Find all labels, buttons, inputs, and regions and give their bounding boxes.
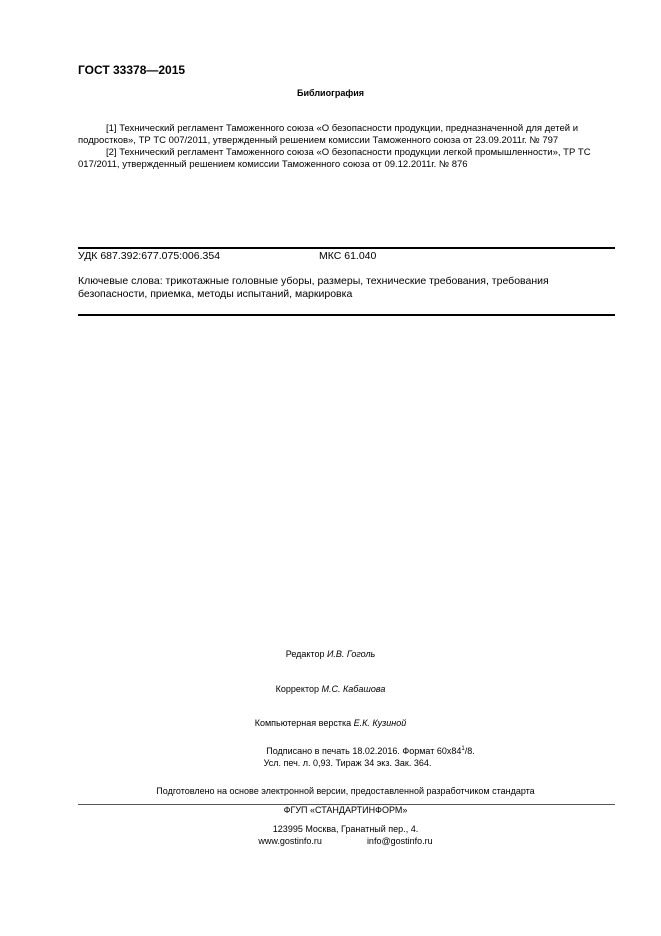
editor-name: И.В. Гоголь <box>326 649 376 659</box>
keywords: Ключевые слова: трикотажные головные уборы, размеры, технические требования, требования безопасности, приемка, методы испытаний, маркировка <box>78 275 549 300</box>
layout-name: Е.К. Кузиной <box>353 718 407 728</box>
format-fraction: 1 <box>461 746 465 752</box>
signed-line <box>40 746 661 756</box>
corrector-label: Корректор <box>275 684 319 694</box>
divider-bottom <box>78 314 615 316</box>
bibliography-item: [2] Технический регламент Таможенного союза «О безопасности продукции легкой промышленности», ТР ТС 017/2011, утвержденный решением комиссии Таможенного союза от 09.12.2011г. № 876 <box>78 147 591 170</box>
standard-code: ГОСТ 33378—2015 <box>78 63 186 77</box>
prepared-note: Подготовлено на основе электронной версии, предоставленной разработчиком стандарта <box>156 786 535 796</box>
mks-code: МКС 61.040 <box>319 250 377 262</box>
print-info: Усл. печ. л. 0,93. Тираж 34 экз. Зак. 364. <box>263 758 432 768</box>
divider-top <box>78 247 615 249</box>
udk-code: УДК 687.392:677.075:006.354 <box>78 250 221 262</box>
bibliography-item: [1] Технический регламент Таможенного союза «О безопасности продукции, предназначенной для детей и подростков», ТР ТС 007/2011, утвержденный решением комиссии Таможенного союза от 23.09.2011г. № 797 <box>78 123 579 146</box>
contacts-line <box>15 836 661 846</box>
email-link[interactable]: info@gostinfo.ru <box>366 836 433 846</box>
signed-text: Подписано в печать 18.02.2016. Формат 60x84 <box>266 746 462 756</box>
editor-line <box>0 649 661 659</box>
format-suffix: /8. <box>464 746 475 756</box>
editor-label: Редактор <box>285 649 325 659</box>
layout-label: Компьютерная верстка <box>254 718 352 728</box>
website-link[interactable]: www.gostinfo.ru <box>258 836 322 846</box>
address: 123995 Москва, Гранатный пер., 4. <box>272 824 419 834</box>
publisher: ФГУП «СТАНДАРТИНФОРМ» <box>283 805 408 815</box>
layout-line <box>0 718 661 728</box>
bibliography-title: Библиография <box>297 88 364 98</box>
bibliography-list <box>78 123 618 171</box>
corrector-line <box>0 684 661 694</box>
corrector-name: М.С. Кабашова <box>321 684 386 694</box>
